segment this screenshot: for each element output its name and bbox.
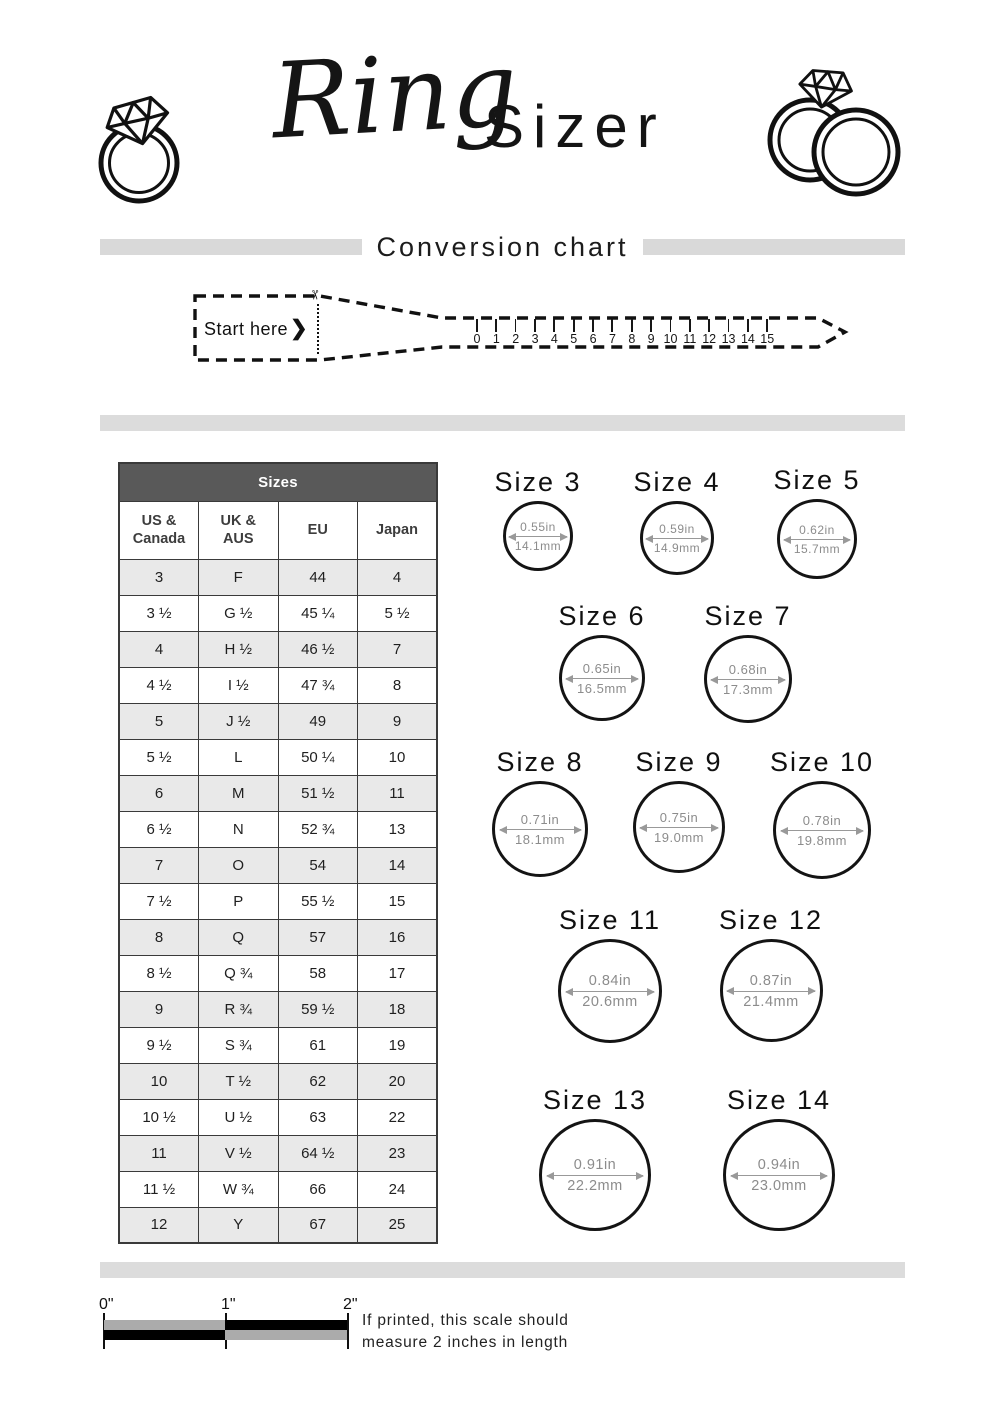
- table-cell: 55 ½: [278, 883, 358, 919]
- diameter-mm: 20.6mm: [582, 994, 638, 1010]
- size-title: Size 10: [769, 747, 875, 777]
- divider-bar-bottom: [100, 1262, 905, 1278]
- table-cell: 61: [278, 1027, 358, 1063]
- table-cell: 3: [119, 559, 199, 595]
- ruler-number: 11: [683, 332, 697, 346]
- table-cell: 7 ½: [119, 883, 199, 919]
- table-cell: 10: [358, 739, 438, 775]
- table-cell: J ½: [199, 703, 279, 739]
- size-title: Size 13: [542, 1085, 648, 1115]
- ruler-tick: [573, 319, 575, 332]
- table-cell: 66: [278, 1171, 358, 1207]
- diameter-arrow-icon: [711, 679, 785, 680]
- table-cell: 44: [278, 559, 358, 595]
- diameter-mm: 19.0mm: [654, 830, 704, 845]
- table-cell: 9: [358, 703, 438, 739]
- size-title: Size 14: [726, 1085, 832, 1115]
- ruler-number: 8: [628, 332, 636, 346]
- diameter-mm: 14.1mm: [514, 539, 562, 553]
- table-row: [119, 1027, 437, 1063]
- page-title: Sizer: [484, 93, 666, 160]
- ruler-tick: [476, 319, 478, 332]
- size-group-5: [737, 464, 897, 579]
- size-circle: [723, 1119, 835, 1231]
- scale-segment: [225, 1320, 347, 1330]
- scale-segment: [104, 1330, 225, 1340]
- table-cell: 47 ¾: [278, 667, 358, 703]
- diameter-inches: 0.78in: [802, 813, 842, 828]
- ruler-number: 10: [663, 332, 678, 346]
- table-cell: M: [199, 775, 279, 811]
- size-group-13: [515, 1084, 675, 1231]
- table-cell: 62: [278, 1063, 358, 1099]
- ruler-number: 1: [492, 332, 500, 346]
- table-cell: Q ¾: [199, 955, 279, 991]
- start-here-label: Start here: [204, 319, 289, 339]
- diameter-arrow-icon: [727, 991, 814, 992]
- table-cell: 67: [278, 1207, 358, 1243]
- table-title: Sizes: [119, 463, 437, 501]
- size-circle: [558, 939, 662, 1043]
- table-row: [119, 595, 437, 631]
- table-cell: 52 ¾: [278, 811, 358, 847]
- diameter-inches: 0.75in: [659, 810, 699, 825]
- size-circle: [704, 635, 792, 723]
- size-group-12: [691, 904, 851, 1042]
- column-header-us-canada: US & Canada: [119, 501, 199, 559]
- table-cell: G ½: [199, 595, 279, 631]
- ruler-tick: [728, 319, 730, 332]
- table-row: [119, 667, 437, 703]
- size-title: Size 9: [635, 747, 723, 777]
- ruler-number: 12: [702, 332, 717, 346]
- ruler-number: 4: [550, 332, 558, 346]
- scale-label-2: 2": [343, 1296, 358, 1313]
- table-cell: 45 ¼: [278, 595, 358, 631]
- table-cell: P: [199, 883, 279, 919]
- ruler-tick: [708, 319, 710, 332]
- table-cell: 7: [119, 847, 199, 883]
- size-group-6: [522, 600, 682, 721]
- print-scale-note-line1: If printed, this scale should: [362, 1312, 569, 1329]
- table-cell: 64 ½: [278, 1135, 358, 1171]
- diameter-mm: 22.2mm: [567, 1178, 623, 1194]
- size-title: Size 4: [633, 467, 721, 497]
- table-cell: 8: [119, 919, 199, 955]
- size-circle: [633, 781, 725, 873]
- table-row: [119, 1099, 437, 1135]
- divider-bar-top: [100, 415, 905, 431]
- size-title: Size 5: [773, 465, 861, 495]
- scale-segment: [225, 1330, 347, 1340]
- ruler-tick: [611, 319, 613, 332]
- table-row: [119, 703, 437, 739]
- table-cell: 22: [358, 1099, 438, 1135]
- table-cell: 10 ½: [119, 1099, 199, 1135]
- table-cell: 6: [119, 775, 199, 811]
- table-cell: 49: [278, 703, 358, 739]
- scissors-icon: ✂: [307, 289, 323, 301]
- table-cell: W ¾: [199, 1171, 279, 1207]
- table-cell: 50 ¼: [278, 739, 358, 775]
- ruler-tick: [650, 319, 652, 332]
- table-cell: 3 ½: [119, 595, 199, 631]
- size-circle: [503, 501, 573, 571]
- table-cell: 23: [358, 1135, 438, 1171]
- size-title: Size 7: [704, 601, 792, 631]
- table-cell: 13: [358, 811, 438, 847]
- ruler-tick: [495, 319, 497, 332]
- table-row: [119, 955, 437, 991]
- diameter-arrow-icon: [646, 538, 707, 539]
- ring-sizer-tool: [190, 288, 860, 372]
- diameter-inches: 0.84in: [588, 973, 632, 989]
- table-cell: 8 ½: [119, 955, 199, 991]
- ruler-number: 9: [647, 332, 655, 346]
- table-cell: 58: [278, 955, 358, 991]
- size-group-11: [530, 904, 690, 1043]
- diameter-mm: 21.4mm: [743, 993, 799, 1010]
- page-subtitle: Conversion chart: [376, 231, 629, 262]
- table-row: [119, 847, 437, 883]
- table-row: [119, 1063, 437, 1099]
- table-cell: 4: [119, 631, 199, 667]
- table-row: [119, 631, 437, 667]
- size-title: Size 8: [496, 747, 584, 777]
- size-group-7: [668, 600, 828, 723]
- table-cell: 14: [358, 847, 438, 883]
- table-cell: 7: [358, 631, 438, 667]
- size-circle: [539, 1119, 651, 1231]
- diameter-mm: 18.1mm: [515, 832, 565, 847]
- size-title: Size 11: [558, 905, 662, 935]
- table-cell: 20: [358, 1063, 438, 1099]
- table-cell: S ¾: [199, 1027, 279, 1063]
- table-cell: H ½: [199, 631, 279, 667]
- column-header-eu: EU: [278, 501, 358, 559]
- ruler-number: 15: [760, 332, 775, 346]
- diameter-arrow-icon: [781, 830, 864, 831]
- subtitle-row: [100, 232, 905, 262]
- diameter-mm: 15.7mm: [793, 542, 841, 556]
- table-cell: 24: [358, 1171, 438, 1207]
- page-title-script: Ring: [268, 27, 521, 163]
- ruler-tick: [534, 319, 536, 332]
- table-row: [119, 1171, 437, 1207]
- table-row: [119, 919, 437, 955]
- scale-label-0: 0": [99, 1296, 114, 1313]
- ruler-tick: [631, 319, 633, 332]
- table-cell: 11: [358, 775, 438, 811]
- table-cell: I ½: [199, 667, 279, 703]
- diameter-inches: 0.62in: [799, 523, 835, 537]
- sizer-ruler: [190, 288, 860, 372]
- size-group-9: [599, 746, 759, 873]
- ruler-tick: [766, 319, 768, 332]
- table-cell: 4 ½: [119, 667, 199, 703]
- table-row: [119, 559, 437, 595]
- chevron-right-icon: ❯: [290, 317, 308, 340]
- diameter-arrow-icon: [731, 1175, 826, 1176]
- table-cell: 6 ½: [119, 811, 199, 847]
- table-cell: U ½: [199, 1099, 279, 1135]
- ruler-tick: [553, 319, 555, 332]
- ruler-number: 2: [512, 332, 520, 346]
- size-title: Size 3: [494, 467, 582, 497]
- table-cell: F: [199, 559, 279, 595]
- diameter-arrow-icon: [566, 991, 654, 992]
- size-circle: [492, 781, 588, 877]
- ruler-tick: [670, 319, 672, 332]
- diameter-inches: 0.68in: [728, 662, 768, 677]
- table-cell: Y: [199, 1207, 279, 1243]
- table-cell: 25: [358, 1207, 438, 1243]
- table-cell: 11 ½: [119, 1171, 199, 1207]
- diameter-mm: 16.5mm: [577, 681, 627, 696]
- diameter-inches: 0.59in: [659, 522, 695, 536]
- table-cell: Q: [199, 919, 279, 955]
- diameter-arrow-icon: [547, 1175, 642, 1176]
- size-circle: [773, 781, 871, 879]
- table-cell: N: [199, 811, 279, 847]
- table-cell: 46 ½: [278, 631, 358, 667]
- diameter-inches: 0.65in: [582, 661, 622, 676]
- table-cell: 15: [358, 883, 438, 919]
- size-group-14: [699, 1084, 859, 1231]
- table-cell: O: [199, 847, 279, 883]
- table-cell: 5 ½: [119, 739, 199, 775]
- size-group-3: [458, 466, 618, 571]
- table-cell: 59 ½: [278, 991, 358, 1027]
- size-group-10: [742, 746, 902, 879]
- table-cell: 5: [119, 703, 199, 739]
- print-scale-note-line2: measure 2 inches in length: [362, 1334, 569, 1351]
- size-circle: [640, 501, 714, 575]
- table-row: [119, 1207, 437, 1243]
- subtitle-bar-right: [643, 239, 905, 255]
- ruler-number: 3: [531, 332, 539, 346]
- two-rings-icon: [762, 60, 904, 198]
- table-row: [119, 991, 437, 1027]
- ruler-number: 0: [473, 332, 481, 346]
- table-cell: 18: [358, 991, 438, 1027]
- diameter-inches: 0.87in: [749, 972, 793, 989]
- column-header-uk-aus: UK & AUS: [199, 501, 279, 559]
- table-cell: 16: [358, 919, 438, 955]
- table-cell: 9 ½: [119, 1027, 199, 1063]
- diameter-arrow-icon: [640, 827, 717, 828]
- ruler-tick: [515, 319, 517, 332]
- table-cell: L: [199, 739, 279, 775]
- diamond-ring-icon: [92, 88, 184, 206]
- scale-label-1: 1": [221, 1296, 236, 1313]
- table-cell: 17: [358, 955, 438, 991]
- table-cell: 9: [119, 991, 199, 1027]
- size-conversion-table: [118, 462, 438, 1244]
- table-cell: T ½: [199, 1063, 279, 1099]
- scale-tick: [347, 1313, 349, 1349]
- table-row: [119, 883, 437, 919]
- table-row: [119, 811, 437, 847]
- ruler-number: 7: [608, 332, 616, 346]
- table-cell: 57: [278, 919, 358, 955]
- size-circle: [777, 499, 857, 579]
- ruler-number: 13: [721, 332, 736, 346]
- diameter-arrow-icon: [509, 536, 567, 537]
- size-circle: [720, 939, 823, 1042]
- ruler-tick: [592, 319, 594, 332]
- table-cell: 54: [278, 847, 358, 883]
- diameter-mm: 23.0mm: [751, 1178, 807, 1194]
- table-cell: 63: [278, 1099, 358, 1135]
- table-cell: 51 ½: [278, 775, 358, 811]
- size-title: Size 6: [558, 601, 646, 631]
- scale-segment: [104, 1320, 225, 1330]
- diameter-mm: 17.3mm: [723, 682, 773, 697]
- table-row: [119, 739, 437, 775]
- ruler-tick: [689, 319, 691, 332]
- diameter-arrow-icon: [784, 539, 851, 540]
- subtitle-bar-left: [100, 239, 362, 255]
- diameter-arrow-icon: [566, 678, 638, 679]
- size-group-4: [597, 466, 757, 575]
- table-cell: 19: [358, 1027, 438, 1063]
- diameter-arrow-icon: [500, 829, 581, 830]
- diameter-inches: 0.71in: [520, 812, 560, 827]
- diameter-mm: 19.8mm: [797, 833, 847, 848]
- table-cell: V ½: [199, 1135, 279, 1171]
- diameter-mm: 14.9mm: [653, 541, 701, 555]
- ruler-number: 5: [570, 332, 578, 346]
- table-cell: 8: [358, 667, 438, 703]
- table-row: [119, 1135, 437, 1171]
- diameter-inches: 0.94in: [757, 1157, 801, 1173]
- print-scale-note: [362, 1310, 569, 1354]
- size-table-body: [119, 559, 437, 1243]
- table-cell: 4: [358, 559, 438, 595]
- diameter-inches: 0.91in: [573, 1157, 617, 1173]
- size-title: Size 12: [718, 905, 824, 935]
- table-cell: R ¾: [199, 991, 279, 1027]
- size-group-8: [460, 746, 620, 877]
- table-cell: 5 ½: [358, 595, 438, 631]
- diameter-inches: 0.55in: [520, 520, 556, 534]
- ruler-tick: [747, 319, 749, 332]
- column-header-japan: Japan: [358, 501, 438, 559]
- table-row: [119, 775, 437, 811]
- size-circle: [559, 635, 645, 721]
- ruler-number: 6: [589, 332, 597, 346]
- table-cell: 10: [119, 1063, 199, 1099]
- ruler-number: 14: [740, 332, 755, 346]
- table-cell: 11: [119, 1135, 199, 1171]
- table-cell: 12: [119, 1207, 199, 1243]
